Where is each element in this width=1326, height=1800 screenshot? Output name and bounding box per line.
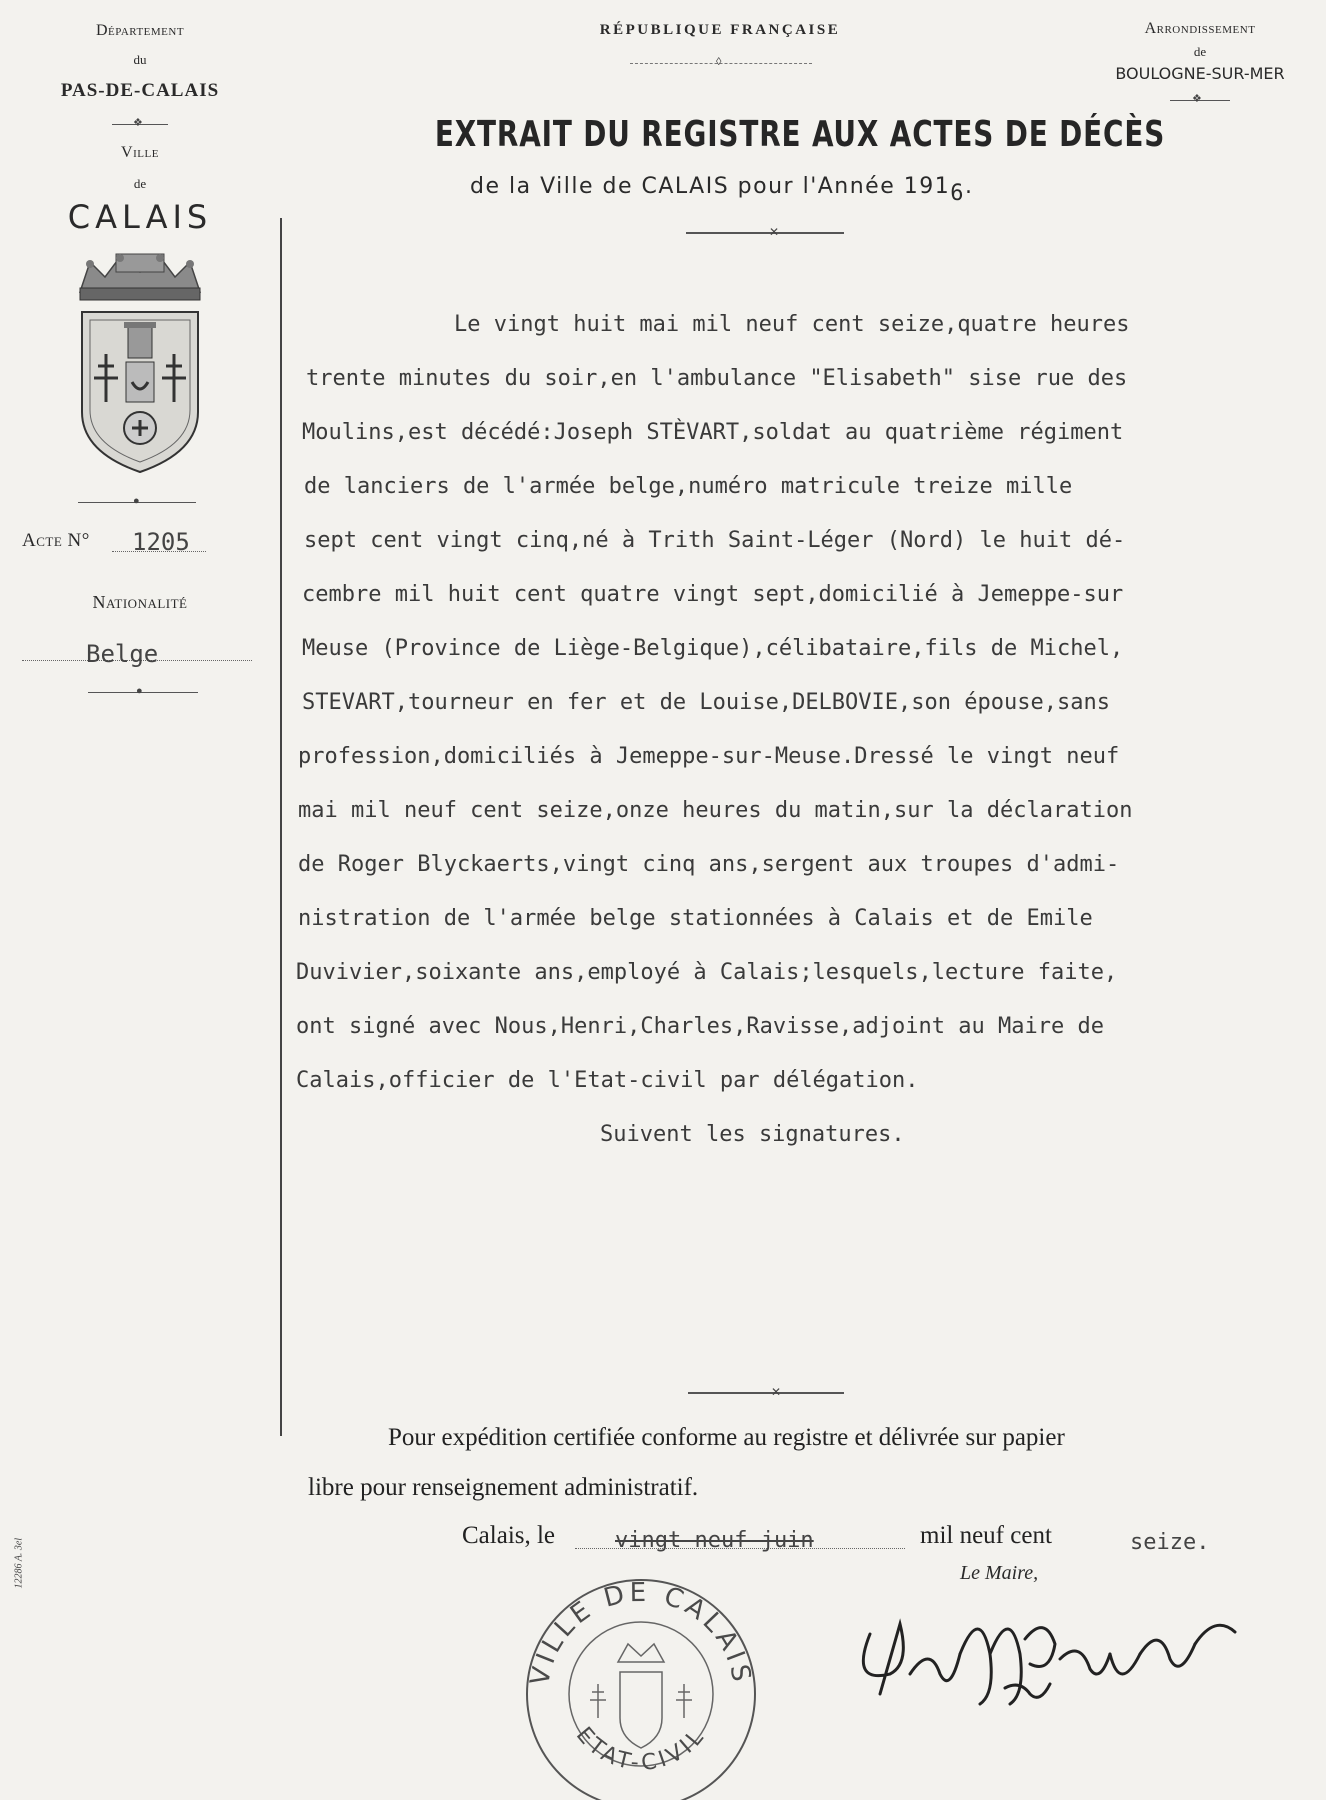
subtitle-dot: . (964, 174, 974, 199)
date-mid: mil neuf cent (920, 1522, 1052, 1549)
ville-label: Ville (121, 144, 159, 161)
divider-line (688, 1392, 844, 1394)
divider-ornament: ✕ (769, 225, 780, 239)
divider-line (686, 232, 844, 234)
certification-line-1: Pour expédition certifiée conforme au registre et délivrée sur papier (388, 1424, 1065, 1451)
document-subtitle (470, 174, 974, 206)
ville-de: de (133, 176, 147, 191)
body-line: nistration de l'armée belge stationnées à Calais et de Emile (298, 906, 1093, 931)
etat-civil-stamp (522, 1578, 760, 1800)
certification-line-2: libre pour renseignement administratif. (308, 1474, 699, 1501)
divider-ornament: ◊ (716, 56, 722, 68)
departement-name: PAS-DE-CALAIS (60, 80, 220, 101)
arrondissement-de: de (1193, 44, 1207, 59)
body-line: profession,domiciliés à Jemeppe-sur-Meuse.Dressé le vingt neuf (298, 744, 1120, 769)
divider-line (88, 692, 198, 693)
body-line: de lanciers de l'armée belge,numéro matricule treize mille (304, 474, 1073, 499)
subtitle-text: de la Ville de CALAIS pour l'Année 191 (470, 174, 951, 199)
body-line: sept cent vingt cinq,né à Trith Saint-Léger (Nord) le huit dé- (304, 528, 1126, 553)
body-line: Meuse (Province de Liège-Belgique),célibataire,fils de Michel, (302, 636, 1124, 661)
divider-ornament: ● (136, 685, 143, 697)
body-line: trente minutes du soir,en l'ambulance "Elisabeth" sise rue des (306, 366, 1128, 391)
stamp-top-text: VILLE DE CALAIS (525, 1578, 757, 1688)
stamp-bottom-text: ETAT-CIVIL (570, 1722, 712, 1777)
date-value: vingt neuf juin (615, 1528, 814, 1553)
body-line: cembre mil huit cent quatre vingt sept,domicilié à Jemeppe-sur (302, 582, 1124, 607)
departement-du: du (133, 52, 147, 67)
arrondissement-name: BOULOGNE-SUR-MER (1115, 64, 1285, 83)
nationalite-label: Nationalité (92, 592, 188, 612)
ville-name: CALAIS (67, 198, 213, 236)
body-line: STEVART,tourneur en fer et de Louise,DELBOVIE,son épouse,sans (302, 690, 1110, 715)
subtitle-year-digit: 6 (950, 181, 965, 206)
divider-ornament: ✕ (771, 1385, 782, 1399)
acte-number: 1205 (132, 528, 190, 556)
body-line: mai mil neuf cent seize,onze heures du matin,sur la déclaration (298, 798, 1133, 823)
margin-code: 12286 A. 3el (13, 1537, 25, 1589)
vertical-margin-rule (280, 218, 282, 1436)
departement-label: Département (95, 22, 185, 39)
divider-ornament: ● (133, 495, 140, 507)
nationalite-value: Belge (86, 640, 159, 668)
divider-ornament: ❖ (1192, 93, 1202, 105)
date-prefix: Calais, le (462, 1522, 556, 1549)
republique-label: RÉPUBLIQUE FRANÇAISE (599, 22, 841, 38)
acte-label: Acte N° (22, 530, 90, 551)
body-line: Moulins,est décédé:Joseph STÈVART,soldat au quatrième régiment (302, 420, 1124, 445)
document-title: EXTRAIT DU REGISTRE AUX ACTES DE DÉCÈS (434, 114, 1166, 155)
maire-signature (840, 1584, 1280, 1714)
date-year: seize. (1130, 1530, 1210, 1555)
body-line: de Roger Blyckaerts,vingt cinq ans,sergent aux troupes d'admi- (298, 852, 1120, 877)
arrondissement-label: Arrondissement (1144, 20, 1256, 37)
margin-code-wrap (12, 1520, 26, 1590)
signatures-line: Suivent les signatures. (600, 1122, 905, 1147)
calais-coat-of-arms-icon (70, 252, 210, 478)
body-line: ont signé avec Nous,Henri,Charles,Ravisse,adjoint au Maire de (296, 1014, 1104, 1039)
body-line: Duvivier,soixante ans,employé à Calais;lesquels,lecture faite, (296, 960, 1118, 985)
divider-ornament: ❖ (133, 117, 143, 129)
maire-label: Le Maire, (960, 1562, 1039, 1584)
stamp-arms-icon (590, 1644, 692, 1748)
body-line: Le vingt huit mai mil neuf cent seize,quatre heures (454, 312, 1130, 337)
body-line: Calais,officier de l'Etat-civil par délégation. (296, 1068, 919, 1093)
